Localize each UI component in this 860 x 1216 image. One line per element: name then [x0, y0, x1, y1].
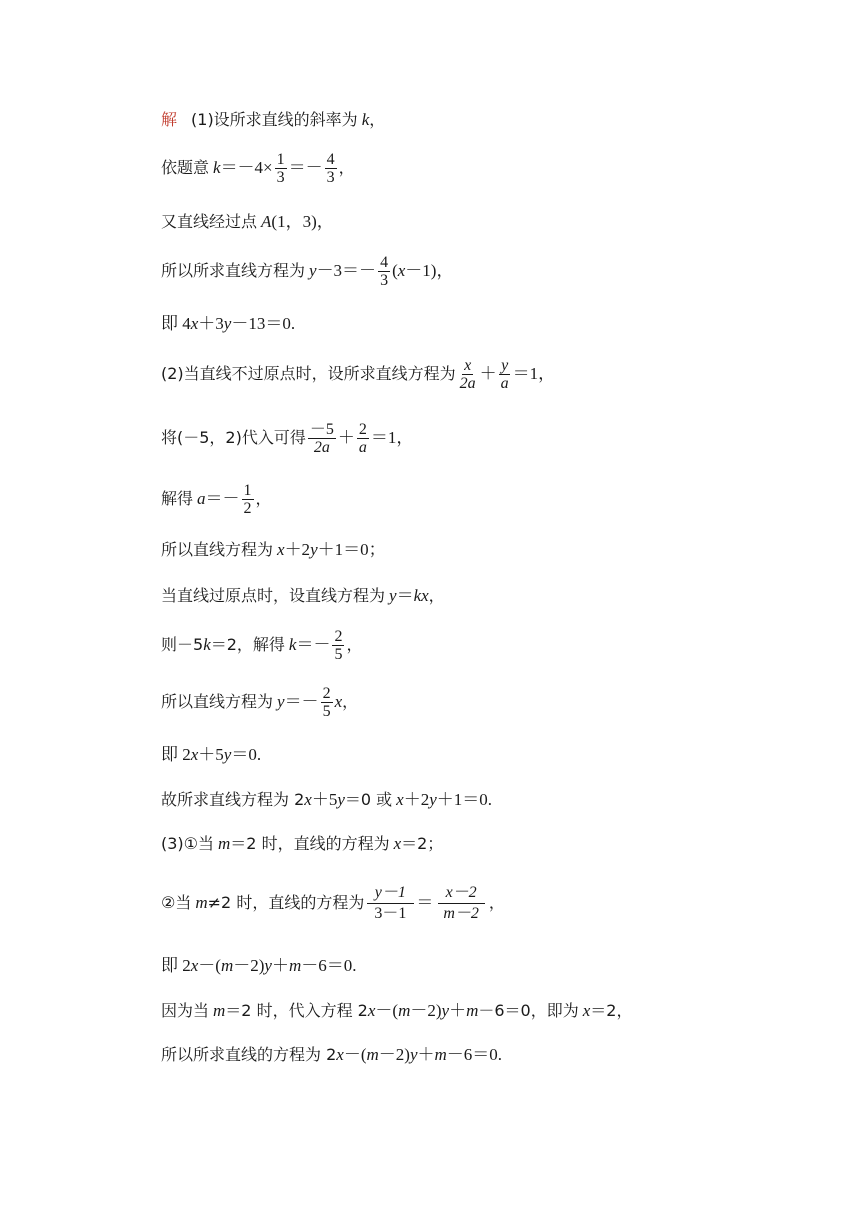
text: (2)当直线不过原点时，设所求直线方程为 [161, 364, 456, 383]
solution-line-15 [161, 833, 443, 855]
expr: ＝－ [205, 489, 240, 508]
fraction [321, 685, 333, 720]
text: 依题意 [161, 158, 210, 177]
denominator: 3 [276, 168, 285, 186]
expr: 即 4 [161, 314, 191, 333]
var: y [264, 956, 272, 975]
fraction [242, 482, 254, 517]
numerator: y [501, 356, 509, 374]
text: 因为当 [161, 1001, 210, 1020]
text: 当直线过原点时，设直线方程为 [161, 586, 386, 605]
denominator: m－2 [443, 904, 479, 922]
expr: ＋5 [198, 745, 224, 764]
var: x [367, 1001, 376, 1020]
text: ， [255, 489, 272, 508]
var: x [190, 745, 199, 764]
solution-line-6 [161, 354, 555, 394]
expr: 即 2 [161, 956, 191, 975]
var: m [288, 956, 302, 975]
solution-line-8 [161, 479, 272, 519]
numerator: －5 [309, 420, 334, 438]
expr: －( [375, 1001, 399, 1020]
fraction [275, 151, 287, 186]
var: m [466, 1001, 479, 1020]
fraction [308, 421, 336, 456]
denominator: 3－1 [374, 904, 407, 922]
expr: ＝－ [284, 692, 319, 711]
numerator: 2 [334, 627, 343, 645]
var: kx [413, 586, 429, 605]
text: 又直线经过点 [161, 212, 258, 231]
solution-line-4 [161, 251, 453, 291]
numerator: x－2 [438, 883, 485, 904]
fraction [435, 883, 487, 924]
var: y [223, 745, 232, 764]
numerator: 2 [358, 420, 367, 438]
denominator: a [500, 374, 509, 392]
text: (1)设所求直线的斜率为 [191, 110, 358, 129]
text: 将(－5，2)代入可得 [161, 428, 306, 447]
text: 所以直线方程为 [161, 692, 274, 711]
text: 所以所求直线方程为 [161, 261, 306, 280]
denominator: 5 [334, 645, 343, 663]
fraction [357, 421, 369, 456]
var: y [441, 1001, 450, 1020]
solution-line-5 [161, 313, 295, 335]
expr: ＝－4× [220, 158, 273, 177]
var: x [393, 834, 402, 853]
text: 解得 [161, 489, 194, 508]
text: ， [369, 110, 386, 129]
solution-line-7 [161, 418, 413, 458]
var: x [336, 1045, 344, 1064]
expr: ＋ [337, 428, 355, 447]
text: ＝2， [590, 1001, 633, 1020]
denominator: 5 [322, 702, 331, 720]
denominator: 2 [243, 499, 252, 517]
expr: ＝1， [370, 428, 414, 447]
solution-line-18 [161, 1000, 632, 1022]
text: ， [338, 158, 355, 177]
text: －6＝0，即为 [478, 1001, 579, 1020]
fraction [325, 151, 337, 186]
denominator: 2a [313, 438, 330, 456]
denominator: 3 [380, 271, 389, 289]
solution-line-14 [161, 789, 492, 811]
var: y [337, 790, 345, 809]
text: ， [342, 692, 359, 711]
var: k [213, 158, 221, 177]
expr: －2) [233, 956, 265, 975]
var: m [398, 1001, 411, 1020]
solution-line-12 [161, 682, 358, 722]
text: ＝2 时，直线的方程为 [230, 834, 390, 853]
var: x [190, 956, 199, 975]
denominator: 3 [326, 168, 335, 186]
expr: ＋2 [403, 790, 430, 809]
expr: ＋1＝0. [436, 790, 492, 809]
text: ＝0 或 [344, 790, 393, 809]
denominator: 2a [459, 374, 476, 392]
numerator: x [464, 356, 472, 374]
text: ＝2，解得 [210, 635, 285, 654]
expr: ＋ [417, 1045, 435, 1064]
var: x [334, 692, 343, 711]
expr: ＋3 [198, 314, 224, 333]
var: y [223, 314, 232, 333]
fraction [332, 628, 344, 663]
expr: ＋ [449, 1001, 467, 1020]
expr: ＝1， [512, 364, 556, 383]
var: m [434, 1045, 447, 1064]
expr: －1)， [405, 261, 454, 280]
var: m [195, 893, 208, 912]
solution-line-11 [161, 625, 362, 665]
text: 故所求直线方程为 2 [161, 790, 305, 809]
expr: ＋1＝0； [317, 540, 386, 559]
text: 则－5 [161, 635, 204, 654]
text: 所以所求直线的方程为 2 [161, 1045, 337, 1064]
expr: ＝0. [231, 745, 262, 764]
solution-line-3 [161, 211, 334, 233]
expr: (1，3)， [271, 212, 334, 231]
var: y [389, 586, 397, 605]
text: ＝2 时，代入方程 2 [225, 1001, 368, 1020]
text: ， [488, 893, 505, 912]
text: 所以直线方程为 [161, 540, 274, 559]
fraction [378, 254, 390, 289]
var: y [309, 261, 317, 280]
var: A [261, 212, 272, 231]
text: ②当 [161, 893, 192, 912]
expr: ＝－ [296, 635, 331, 654]
numerator: 4 [326, 150, 335, 168]
var: x [582, 1001, 591, 1020]
var: m [218, 834, 231, 853]
var: k [361, 110, 370, 129]
expr: ( [392, 261, 398, 280]
numerator: 2 [322, 684, 331, 702]
expr: ＝ [416, 893, 434, 912]
numerator: 1 [243, 481, 252, 499]
text: ≠2 时，直线的方程为 [207, 893, 365, 912]
expr: －2) [410, 1001, 442, 1020]
expr: －( [343, 1045, 367, 1064]
expr: ＝－ [288, 158, 323, 177]
text: ＝2； [401, 834, 444, 853]
expr: －6＝0. [446, 1045, 503, 1064]
var: m [220, 956, 234, 975]
var: y [277, 692, 285, 711]
expr: －6＝0. [301, 956, 357, 975]
var: k [203, 635, 211, 654]
fraction [499, 357, 511, 392]
solution-line-1 [161, 109, 385, 131]
var: a [197, 489, 206, 508]
expr: －3＝－ [316, 261, 377, 280]
text: (3)①当 [161, 834, 215, 853]
var: y [310, 540, 318, 559]
expr: 即 2 [161, 745, 191, 764]
denominator: a [358, 438, 367, 456]
solution-line-2 [161, 148, 355, 188]
solution-line-19 [161, 1044, 502, 1066]
numerator: 4 [380, 253, 389, 271]
numerator: y－1 [367, 883, 414, 904]
text: ， [346, 635, 363, 654]
expr: ＋ [479, 364, 497, 383]
var: x [190, 314, 199, 333]
var: y [409, 1045, 418, 1064]
expr: －2) [378, 1045, 410, 1064]
fraction [458, 357, 478, 392]
solution-line-9 [161, 539, 386, 561]
fraction [366, 883, 414, 924]
solution-line-13 [161, 744, 261, 766]
expr: ＋5 [311, 790, 338, 809]
numerator: 1 [276, 150, 285, 168]
var: x [397, 261, 406, 280]
solution-line-17 [161, 955, 357, 977]
solution-line-10 [161, 585, 445, 607]
var: x [304, 790, 312, 809]
var: y [429, 790, 437, 809]
var: m [213, 1001, 226, 1020]
var: x [396, 790, 404, 809]
var: k [288, 635, 297, 654]
solution-line-16 [161, 881, 505, 925]
expr: ＝ [396, 586, 414, 605]
expr: ＋2 [284, 540, 311, 559]
expr: ＋ [271, 956, 289, 975]
solution-label: 解 [161, 110, 178, 129]
var: m [366, 1045, 379, 1064]
text: ， [428, 586, 445, 605]
var: x [277, 540, 285, 559]
expr: －( [198, 956, 221, 975]
expr: －13＝0. [231, 314, 296, 333]
